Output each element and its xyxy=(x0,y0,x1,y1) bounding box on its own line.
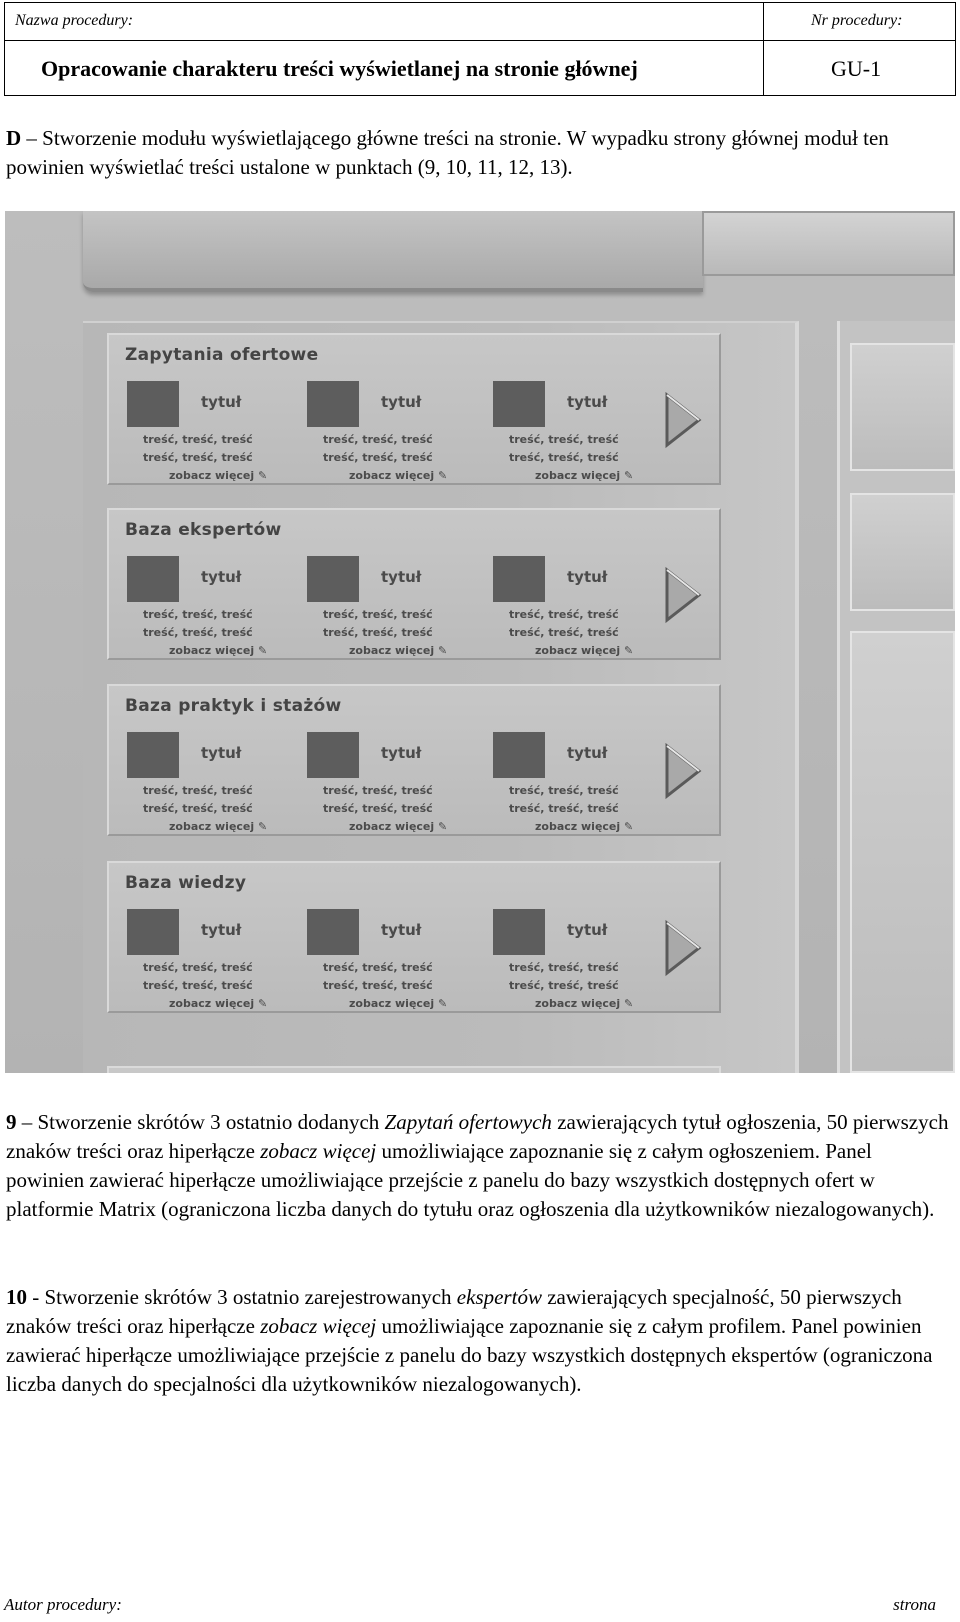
item-thumbnail xyxy=(127,909,179,955)
pencil-icon: ✎ xyxy=(624,469,634,482)
mockup-item-card xyxy=(127,556,297,656)
item-thumbnail xyxy=(493,381,545,427)
item-thumbnail xyxy=(493,732,545,778)
item-title: tytuł xyxy=(381,393,422,411)
item-content-line: treść, treść, treść xyxy=(143,979,253,992)
paragraph-9 xyxy=(6,1108,954,1224)
mockup-side-box xyxy=(850,493,955,611)
mockup-item-card xyxy=(493,732,663,832)
item-content-line: treść, treść, treść xyxy=(323,961,433,974)
see-more-label: zobacz więcej xyxy=(349,997,435,1010)
item-content-line: treść, treść, treść xyxy=(143,784,253,797)
see-more-label: zobacz więcej xyxy=(349,644,435,657)
procedure-name: Opracowanie charakteru treści wyświetlanej na stronie głównej xyxy=(41,56,638,81)
paragraph-10-italic-term: ekspertów xyxy=(456,1285,542,1309)
next-arrow-icon[interactable] xyxy=(663,919,703,977)
mockup-item-card xyxy=(493,556,663,656)
mockup-item-card xyxy=(127,732,297,832)
paragraph-9-number: 9 xyxy=(6,1110,17,1134)
mockup-item-card xyxy=(307,381,477,481)
paragraph-10-text: umożliwiające zapoznanie się z całym profilem. Panel powinien zawierać hiperłącze umożliwiające przejście z panelu do bazy wszystkich dostępnych ekspertów (ograniczona liczba danych do specjalności dla użytkowników niezalogowanych). xyxy=(6,1314,933,1396)
mockup-section xyxy=(107,333,721,485)
see-more-link[interactable] xyxy=(169,997,267,1010)
see-more-link[interactable] xyxy=(535,820,633,833)
item-content-line: treść, treść, treść xyxy=(509,784,619,797)
see-more-label: zobacz więcej xyxy=(535,644,621,657)
procedure-number: GU-1 xyxy=(831,56,882,81)
procedure-number-label: Nr procedury: xyxy=(811,12,903,29)
item-content-line: treść, treść, treść xyxy=(509,626,619,639)
item-content-line: treść, treść, treść xyxy=(143,451,253,464)
mockup-bottom-section xyxy=(107,1066,721,1073)
see-more-link[interactable] xyxy=(349,469,447,482)
item-title: tytuł xyxy=(567,568,608,586)
item-thumbnail xyxy=(127,556,179,602)
item-thumbnail xyxy=(493,909,545,955)
next-arrow-icon[interactable] xyxy=(663,391,703,449)
item-thumbnail xyxy=(127,732,179,778)
pencil-icon: ✎ xyxy=(624,997,634,1010)
page-label: strona xyxy=(893,1595,936,1614)
paragraph-10-text: - Stworzenie skrótów 3 ostatnio zarejestrowanych xyxy=(27,1285,457,1309)
item-thumbnail xyxy=(307,556,359,602)
see-more-link[interactable] xyxy=(349,644,447,657)
intro-bold-label: D xyxy=(6,126,22,150)
item-title: tytuł xyxy=(201,568,242,586)
mockup-item-card xyxy=(493,909,663,1009)
mockup-side-box xyxy=(850,343,955,471)
paragraph-9-text: umożliwiające zapoznanie się z całym ogłoszeniem. Panel powinien zawierać hiperłącze umożliwiające przejście z panelu do bazy wszystkich dostępnych ofert w platformie Matrix (ograniczona liczba danych do tytułu oraz ogłoszenia dla użytkowników niezalogowanych). xyxy=(6,1139,935,1221)
header-divider-horizontal xyxy=(5,40,955,41)
see-more-link[interactable] xyxy=(169,644,267,657)
item-content-line: treść, treść, treść xyxy=(509,433,619,446)
see-more-label: zobacz więcej xyxy=(349,820,435,833)
pencil-icon: ✎ xyxy=(258,644,268,657)
pencil-icon: ✎ xyxy=(258,997,268,1010)
item-thumbnail xyxy=(493,556,545,602)
item-content-line: treść, treść, treść xyxy=(323,433,433,446)
item-title: tytuł xyxy=(381,744,422,762)
item-title: tytuł xyxy=(201,393,242,411)
paragraph-10 xyxy=(6,1283,954,1399)
item-thumbnail xyxy=(127,381,179,427)
mockup-section-title: Baza wiedzy xyxy=(125,873,247,893)
pencil-icon: ✎ xyxy=(438,820,448,833)
mockup-section xyxy=(107,861,721,1013)
see-more-label: zobacz więcej xyxy=(169,469,255,482)
item-title: tytuł xyxy=(381,921,422,939)
author-label: Autor procedury: xyxy=(4,1595,122,1614)
paragraph-10-italic-link-text: zobacz więcej xyxy=(260,1314,377,1338)
item-title: tytuł xyxy=(567,921,608,939)
item-content-line: treść, treść, treść xyxy=(509,451,619,464)
mockup-section xyxy=(107,508,721,660)
mockup-item-card xyxy=(307,556,477,656)
paragraph-9-italic-term: Zapytań ofertowych xyxy=(384,1110,552,1134)
see-more-link[interactable] xyxy=(169,820,267,833)
pencil-icon: ✎ xyxy=(258,469,268,482)
item-content-line: treść, treść, treść xyxy=(509,979,619,992)
item-title: tytuł xyxy=(201,744,242,762)
item-title: tytuł xyxy=(567,744,608,762)
item-thumbnail xyxy=(307,909,359,955)
paragraph-9-italic-link-text: zobacz więcej xyxy=(260,1139,377,1163)
item-content-line: treść, treść, treść xyxy=(323,979,433,992)
mockup-item-card xyxy=(127,909,297,1009)
item-title: tytuł xyxy=(201,921,242,939)
pencil-icon: ✎ xyxy=(624,644,634,657)
see-more-label: zobacz więcej xyxy=(535,469,621,482)
procedure-name-label: Nazwa procedury: xyxy=(15,12,134,29)
header-divider-vertical xyxy=(763,3,764,95)
item-thumbnail xyxy=(307,732,359,778)
item-content-line: treść, treść, treść xyxy=(143,961,253,974)
pencil-icon: ✎ xyxy=(438,644,448,657)
homepage-mockup xyxy=(5,211,955,1073)
item-content-line: treść, treść, treść xyxy=(509,608,619,621)
item-content-line: treść, treść, treść xyxy=(323,608,433,621)
mockup-item-card xyxy=(307,732,477,832)
item-content-line: treść, treść, treść xyxy=(323,802,433,815)
see-more-label: zobacz więcej xyxy=(169,997,255,1010)
item-thumbnail xyxy=(307,381,359,427)
mockup-section-title: Baza ekspertów xyxy=(125,520,282,540)
item-content-line: treść, treść, treść xyxy=(509,961,619,974)
see-more-link[interactable] xyxy=(349,820,447,833)
item-content-line: treść, treść, treść xyxy=(143,626,253,639)
item-title: tytuł xyxy=(381,568,422,586)
pencil-icon: ✎ xyxy=(258,820,268,833)
pencil-icon: ✎ xyxy=(624,820,634,833)
see-more-label: zobacz więcej xyxy=(169,820,255,833)
see-more-link[interactable] xyxy=(535,644,633,657)
paragraph-10-text: zawierających specjalność, 50 pierwszych znaków treści oraz hiperłącze xyxy=(6,1285,902,1338)
next-arrow-icon[interactable] xyxy=(663,566,703,624)
item-content-line: treść, treść, treść xyxy=(323,451,433,464)
intro-text: – Stworzenie modułu wyświetlającego główne treści na stronie. W wypadku strony głównej moduł ten powinien wyświetlać treści ustalone w punktach (9, 10, 11, 12, 13). xyxy=(6,126,889,179)
item-content-line: treść, treść, treść xyxy=(143,802,253,815)
intro-paragraph xyxy=(6,124,954,182)
see-more-link[interactable] xyxy=(169,469,267,482)
mockup-section xyxy=(107,684,721,836)
see-more-link[interactable] xyxy=(535,469,633,482)
mockup-top-bar xyxy=(83,211,703,292)
see-more-link[interactable] xyxy=(349,997,447,1010)
item-content-line: treść, treść, treść xyxy=(323,784,433,797)
next-arrow-icon[interactable] xyxy=(663,742,703,800)
see-more-link[interactable] xyxy=(535,997,633,1010)
procedure-header-table xyxy=(4,2,956,96)
see-more-label: zobacz więcej xyxy=(535,820,621,833)
paragraph-9-text: – Stworzenie skrótów 3 ostatnio dodanych xyxy=(16,1110,385,1134)
see-more-label: zobacz więcej xyxy=(535,997,621,1010)
mockup-side-box xyxy=(850,631,955,1073)
mockup-section-title: Baza praktyk i stażów xyxy=(125,696,342,716)
mockup-item-card xyxy=(127,381,297,481)
paragraph-10-number: 10 xyxy=(6,1285,27,1309)
item-content-line: treść, treść, treść xyxy=(143,608,253,621)
see-more-label: zobacz więcej xyxy=(169,644,255,657)
mockup-item-card xyxy=(307,909,477,1009)
item-content-line: treść, treść, treść xyxy=(323,626,433,639)
see-more-label: zobacz więcej xyxy=(349,469,435,482)
item-title: tytuł xyxy=(567,393,608,411)
item-content-line: treść, treść, treść xyxy=(143,433,253,446)
pencil-icon: ✎ xyxy=(438,469,448,482)
mockup-section-title: Zapytania ofertowe xyxy=(125,345,319,365)
mockup-top-right-box xyxy=(702,211,955,276)
pencil-icon: ✎ xyxy=(438,997,448,1010)
paragraph-9-text: zawierających tytuł ogłoszenia, 50 pierwszych znaków treści oraz hiperłącze xyxy=(6,1110,949,1163)
item-content-line: treść, treść, treść xyxy=(509,802,619,815)
mockup-item-card xyxy=(493,381,663,481)
